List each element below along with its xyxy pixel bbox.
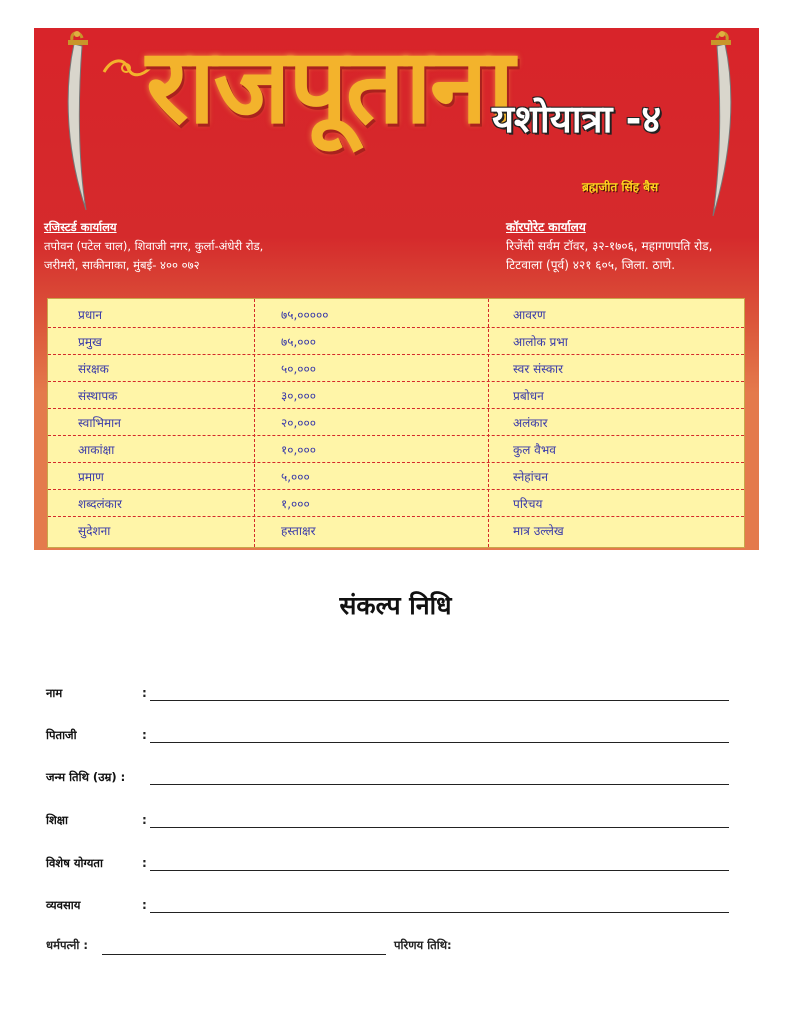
contribution-table xyxy=(47,298,745,548)
row-amount: ५,००० xyxy=(281,470,310,484)
row-category: प्रमुख xyxy=(78,335,102,349)
row-amount: १,००० xyxy=(281,497,310,511)
registered-office-line2: जरीमरी, साकीनाका, मुंबई- ४०० ०७२ xyxy=(44,258,200,272)
birthdate-label: जन्म तिथि (उम्र) : xyxy=(46,770,126,784)
form-title: संकल्प निधि xyxy=(339,591,452,620)
name-colon: : xyxy=(142,686,147,700)
special-skill-field[interactable] xyxy=(150,870,729,871)
row-category: शब्दलंकार xyxy=(78,497,122,511)
father-label: पिताजी xyxy=(46,728,77,742)
row-benefit: स्वर संस्कार xyxy=(513,362,564,376)
row-amount: २०,००० xyxy=(281,416,317,430)
education-colon: : xyxy=(142,813,147,827)
birthdate-field[interactable] xyxy=(150,784,729,785)
corporate-office xyxy=(506,218,712,275)
row-benefit: स्नेहांचन xyxy=(513,470,549,484)
spouse-field[interactable] xyxy=(102,954,386,955)
row-category: सुदेशना xyxy=(78,524,111,538)
table-row xyxy=(48,328,744,355)
main-title: राजपूताना xyxy=(146,24,513,147)
row-amount: ७५,००००० xyxy=(281,308,329,322)
corporate-office-heading: कॉरपोरेट कार्यालय xyxy=(506,220,586,234)
registered-office xyxy=(44,218,263,275)
sword-left-icon xyxy=(56,30,96,215)
occupation-field[interactable] xyxy=(150,912,729,913)
special-skill-colon: : xyxy=(142,856,147,870)
row-category: प्रधान xyxy=(78,308,102,322)
row-category: संस्थापक xyxy=(78,389,118,403)
corporate-office-line1: रिजेंसी सर्वम टॉवर, ३२-१७०६, महागणपति रोड, xyxy=(506,239,713,253)
row-benefit: प्रबोधन xyxy=(513,389,544,403)
registered-office-heading: रजिस्टर्ड कार्यालय xyxy=(44,220,117,234)
title-flourish-icon xyxy=(102,54,152,84)
registered-office-line1: तपोवन (पटेल चाल), शिवाजी नगर, कुर्ला-अंधेरी रोड, xyxy=(44,239,264,253)
spouse-label: धर्मपत्नी : xyxy=(46,938,88,952)
table-row xyxy=(48,355,744,382)
row-benefit: मात्र उल्लेख xyxy=(513,524,564,538)
table-row xyxy=(48,409,744,436)
name-label: नाम xyxy=(46,686,63,700)
father-colon: : xyxy=(142,728,147,742)
marriage-date-label: परिणय तिथि: xyxy=(394,938,452,952)
row-category: आकांक्षा xyxy=(78,443,115,457)
row-category: स्वाभिमान xyxy=(78,416,121,430)
special-skill-label: विशेष योग्यता xyxy=(46,856,103,870)
corporate-office-line2: टिटवाला (पूर्व) ४२१ ६०५, जिला. ठाणे. xyxy=(506,258,676,272)
name-field[interactable] xyxy=(150,700,729,701)
father-field[interactable] xyxy=(150,742,729,743)
row-benefit: अलंकार xyxy=(513,416,548,430)
occupation-label: व्यवसाय xyxy=(46,898,81,912)
row-category: संरक्षक xyxy=(78,362,109,376)
table-row xyxy=(48,382,744,409)
row-amount: हस्ताक्षर xyxy=(281,524,316,538)
row-amount: १०,००० xyxy=(281,443,317,457)
row-benefit: आलोक प्रभा xyxy=(513,335,568,349)
row-amount: ५०,००० xyxy=(281,362,317,376)
table-row xyxy=(48,301,744,328)
sub-title: यशोयात्रा -४ xyxy=(492,97,662,141)
table-row xyxy=(48,436,744,463)
author-name: ब्रह्मजीत सिंह बैस xyxy=(582,180,659,194)
row-benefit: परिचय xyxy=(513,497,543,511)
table-row xyxy=(48,517,744,544)
table-row xyxy=(48,463,744,490)
row-category: प्रमाण xyxy=(78,470,104,484)
education-label: शिक्षा xyxy=(46,813,69,827)
row-amount: ३०,००० xyxy=(281,389,317,403)
education-field[interactable] xyxy=(150,827,729,828)
row-benefit: आवरण xyxy=(513,308,546,322)
row-benefit: कुल वैभव xyxy=(513,443,556,457)
table-row xyxy=(48,490,744,517)
row-amount: ७५,००० xyxy=(281,335,317,349)
occupation-colon: : xyxy=(142,898,147,912)
sword-right-icon xyxy=(703,30,743,220)
